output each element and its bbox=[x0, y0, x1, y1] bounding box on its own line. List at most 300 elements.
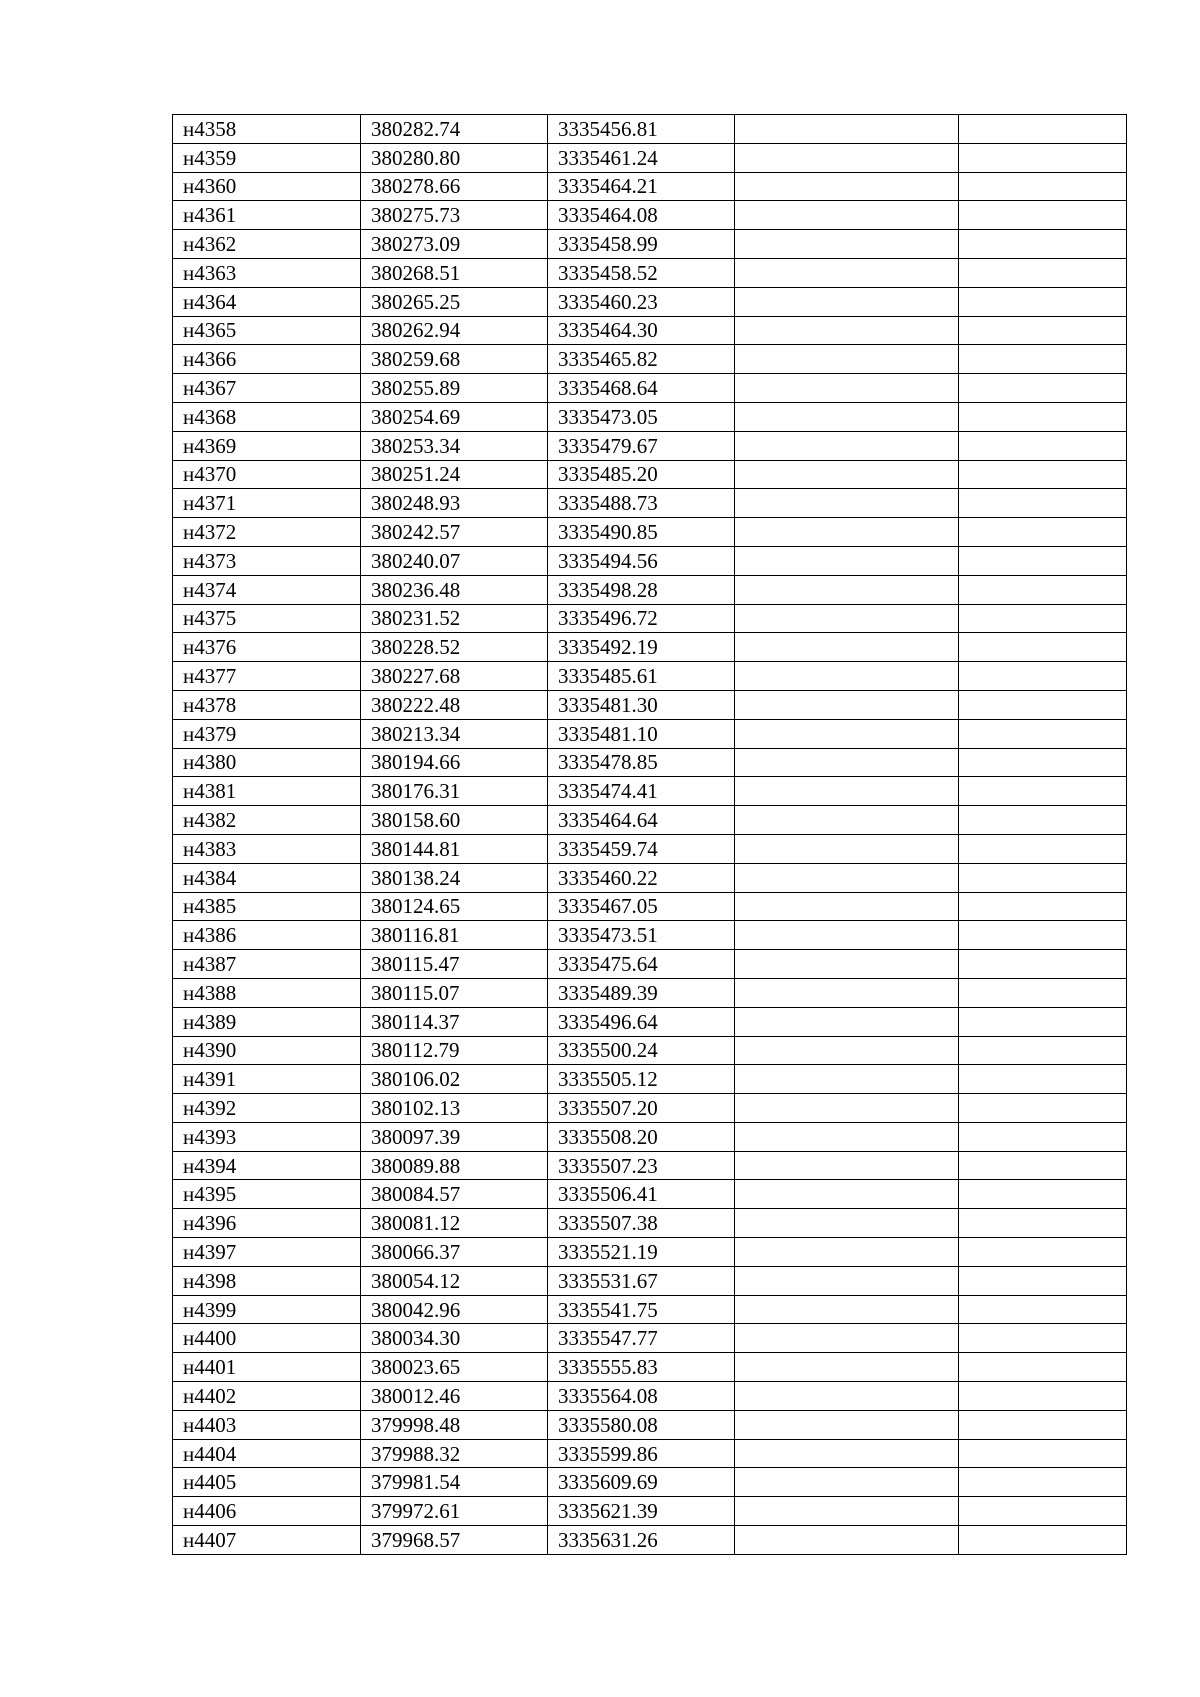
x-coordinate-cell: 380115.07 bbox=[361, 978, 548, 1007]
empty-cell-4 bbox=[735, 863, 959, 892]
empty-cell-4 bbox=[735, 1324, 959, 1353]
point-id-cell: н4394 bbox=[173, 1151, 361, 1180]
empty-cell-4 bbox=[735, 834, 959, 863]
empty-cell-4 bbox=[735, 690, 959, 719]
table-row bbox=[173, 604, 1127, 633]
point-id-cell: н4369 bbox=[173, 431, 361, 460]
point-id-cell: н4397 bbox=[173, 1238, 361, 1267]
point-id-cell: н4402 bbox=[173, 1382, 361, 1411]
empty-cell-4 bbox=[735, 546, 959, 575]
table-row bbox=[173, 230, 1127, 259]
point-id-cell: н4362 bbox=[173, 230, 361, 259]
point-id-cell: н4383 bbox=[173, 834, 361, 863]
empty-cell-4 bbox=[735, 402, 959, 431]
empty-cell-5 bbox=[959, 1122, 1127, 1151]
y-coordinate-cell: 3335485.61 bbox=[548, 662, 735, 691]
empty-cell-5 bbox=[959, 172, 1127, 201]
y-coordinate-cell: 3335505.12 bbox=[548, 1065, 735, 1094]
table-row bbox=[173, 863, 1127, 892]
point-id-cell: н4380 bbox=[173, 748, 361, 777]
table-row bbox=[173, 1036, 1127, 1065]
empty-cell-4 bbox=[735, 287, 959, 316]
x-coordinate-cell: 380265.25 bbox=[361, 287, 548, 316]
empty-cell-5 bbox=[959, 489, 1127, 518]
x-coordinate-cell: 380102.13 bbox=[361, 1094, 548, 1123]
x-coordinate-cell: 380097.39 bbox=[361, 1122, 548, 1151]
empty-cell-5 bbox=[959, 806, 1127, 835]
empty-cell-4 bbox=[735, 777, 959, 806]
empty-cell-4 bbox=[735, 1526, 959, 1555]
point-id-cell: н4366 bbox=[173, 345, 361, 374]
x-coordinate-cell: 380248.93 bbox=[361, 489, 548, 518]
empty-cell-5 bbox=[959, 1007, 1127, 1036]
empty-cell-4 bbox=[735, 950, 959, 979]
x-coordinate-cell: 380213.34 bbox=[361, 719, 548, 748]
empty-cell-4 bbox=[735, 604, 959, 633]
y-coordinate-cell: 3335458.99 bbox=[548, 230, 735, 259]
x-coordinate-cell: 380236.48 bbox=[361, 575, 548, 604]
empty-cell-5 bbox=[959, 258, 1127, 287]
empty-cell-4 bbox=[735, 1151, 959, 1180]
x-coordinate-cell: 380012.46 bbox=[361, 1382, 548, 1411]
table-row bbox=[173, 402, 1127, 431]
y-coordinate-cell: 3335496.64 bbox=[548, 1007, 735, 1036]
point-id-cell: н4406 bbox=[173, 1497, 361, 1526]
y-coordinate-cell: 3335479.67 bbox=[548, 431, 735, 460]
empty-cell-4 bbox=[735, 1180, 959, 1209]
table-row bbox=[173, 287, 1127, 316]
y-coordinate-cell: 3335475.64 bbox=[548, 950, 735, 979]
table-row bbox=[173, 1439, 1127, 1468]
x-coordinate-cell: 380240.07 bbox=[361, 546, 548, 575]
table-row bbox=[173, 1410, 1127, 1439]
empty-cell-5 bbox=[959, 1238, 1127, 1267]
empty-cell-5 bbox=[959, 892, 1127, 921]
x-coordinate-cell: 380144.81 bbox=[361, 834, 548, 863]
x-coordinate-cell: 380084.57 bbox=[361, 1180, 548, 1209]
empty-cell-5 bbox=[959, 460, 1127, 489]
table-row bbox=[173, 1151, 1127, 1180]
x-coordinate-cell: 380054.12 bbox=[361, 1266, 548, 1295]
empty-cell-4 bbox=[735, 1439, 959, 1468]
x-coordinate-cell: 380278.66 bbox=[361, 172, 548, 201]
x-coordinate-cell: 380253.34 bbox=[361, 431, 548, 460]
empty-cell-4 bbox=[735, 1266, 959, 1295]
empty-cell-5 bbox=[959, 633, 1127, 662]
empty-cell-5 bbox=[959, 115, 1127, 144]
empty-cell-4 bbox=[735, 1238, 959, 1267]
table-row bbox=[173, 1180, 1127, 1209]
point-id-cell: н4403 bbox=[173, 1410, 361, 1439]
table-row bbox=[173, 1468, 1127, 1497]
empty-cell-4 bbox=[735, 345, 959, 374]
x-coordinate-cell: 380259.68 bbox=[361, 345, 548, 374]
empty-cell-4 bbox=[735, 921, 959, 950]
point-id-cell: н4384 bbox=[173, 863, 361, 892]
x-coordinate-cell: 380138.24 bbox=[361, 863, 548, 892]
y-coordinate-cell: 3335507.23 bbox=[548, 1151, 735, 1180]
table-row bbox=[173, 201, 1127, 230]
y-coordinate-cell: 3335467.05 bbox=[548, 892, 735, 921]
x-coordinate-cell: 380222.48 bbox=[361, 690, 548, 719]
point-id-cell: н4392 bbox=[173, 1094, 361, 1123]
table-row bbox=[173, 748, 1127, 777]
point-id-cell: н4399 bbox=[173, 1295, 361, 1324]
table-row bbox=[173, 345, 1127, 374]
table-row bbox=[173, 834, 1127, 863]
empty-cell-4 bbox=[735, 1122, 959, 1151]
y-coordinate-cell: 3335456.81 bbox=[548, 115, 735, 144]
empty-cell-4 bbox=[735, 662, 959, 691]
empty-cell-5 bbox=[959, 978, 1127, 1007]
empty-cell-4 bbox=[735, 115, 959, 144]
empty-cell-4 bbox=[735, 172, 959, 201]
table-row bbox=[173, 258, 1127, 287]
y-coordinate-cell: 3335494.56 bbox=[548, 546, 735, 575]
empty-cell-5 bbox=[959, 1065, 1127, 1094]
empty-cell-5 bbox=[959, 575, 1127, 604]
y-coordinate-cell: 3335464.64 bbox=[548, 806, 735, 835]
empty-cell-4 bbox=[735, 1382, 959, 1411]
point-id-cell: н4386 bbox=[173, 921, 361, 950]
y-coordinate-cell: 3335609.69 bbox=[548, 1468, 735, 1497]
point-id-cell: н4389 bbox=[173, 1007, 361, 1036]
y-coordinate-cell: 3335521.19 bbox=[548, 1238, 735, 1267]
empty-cell-5 bbox=[959, 921, 1127, 950]
y-coordinate-cell: 3335507.38 bbox=[548, 1209, 735, 1238]
point-id-cell: н4385 bbox=[173, 892, 361, 921]
empty-cell-5 bbox=[959, 402, 1127, 431]
y-coordinate-cell: 3335473.05 bbox=[548, 402, 735, 431]
point-id-cell: н4359 bbox=[173, 143, 361, 172]
point-id-cell: н4374 bbox=[173, 575, 361, 604]
point-id-cell: н4390 bbox=[173, 1036, 361, 1065]
y-coordinate-cell: 3335599.86 bbox=[548, 1439, 735, 1468]
point-id-cell: н4378 bbox=[173, 690, 361, 719]
table-row bbox=[173, 460, 1127, 489]
point-id-cell: н4376 bbox=[173, 633, 361, 662]
point-id-cell: н4407 bbox=[173, 1526, 361, 1555]
empty-cell-4 bbox=[735, 719, 959, 748]
table-row bbox=[173, 172, 1127, 201]
table-row bbox=[173, 1209, 1127, 1238]
table-row bbox=[173, 1353, 1127, 1382]
empty-cell-5 bbox=[959, 950, 1127, 979]
y-coordinate-cell: 3335465.82 bbox=[548, 345, 735, 374]
x-coordinate-cell: 380116.81 bbox=[361, 921, 548, 950]
empty-cell-4 bbox=[735, 518, 959, 547]
y-coordinate-cell: 3335481.30 bbox=[548, 690, 735, 719]
empty-cell-5 bbox=[959, 1353, 1127, 1382]
point-id-cell: н4358 bbox=[173, 115, 361, 144]
empty-cell-4 bbox=[735, 143, 959, 172]
point-id-cell: н4400 bbox=[173, 1324, 361, 1353]
x-coordinate-cell: 380115.47 bbox=[361, 950, 548, 979]
x-coordinate-cell: 380158.60 bbox=[361, 806, 548, 835]
empty-cell-5 bbox=[959, 1468, 1127, 1497]
x-coordinate-cell: 380081.12 bbox=[361, 1209, 548, 1238]
y-coordinate-cell: 3335464.30 bbox=[548, 316, 735, 345]
x-coordinate-cell: 380194.66 bbox=[361, 748, 548, 777]
empty-cell-4 bbox=[735, 978, 959, 1007]
empty-cell-5 bbox=[959, 1266, 1127, 1295]
empty-cell-5 bbox=[959, 1497, 1127, 1526]
empty-cell-5 bbox=[959, 662, 1127, 691]
x-coordinate-cell: 380227.68 bbox=[361, 662, 548, 691]
x-coordinate-cell: 379981.54 bbox=[361, 1468, 548, 1497]
empty-cell-5 bbox=[959, 1209, 1127, 1238]
table-row bbox=[173, 316, 1127, 345]
empty-cell-4 bbox=[735, 489, 959, 518]
table-row bbox=[173, 978, 1127, 1007]
point-id-cell: н4396 bbox=[173, 1209, 361, 1238]
empty-cell-4 bbox=[735, 1353, 959, 1382]
y-coordinate-cell: 3335468.64 bbox=[548, 374, 735, 403]
empty-cell-4 bbox=[735, 258, 959, 287]
empty-cell-4 bbox=[735, 748, 959, 777]
table-row bbox=[173, 1266, 1127, 1295]
table-row bbox=[173, 1007, 1127, 1036]
point-id-cell: н4372 bbox=[173, 518, 361, 547]
table-row bbox=[173, 1382, 1127, 1411]
empty-cell-4 bbox=[735, 1295, 959, 1324]
table-row bbox=[173, 546, 1127, 575]
x-coordinate-cell: 380034.30 bbox=[361, 1324, 548, 1353]
x-coordinate-cell: 380042.96 bbox=[361, 1295, 548, 1324]
table-row bbox=[173, 921, 1127, 950]
point-id-cell: н4375 bbox=[173, 604, 361, 633]
y-coordinate-cell: 3335464.08 bbox=[548, 201, 735, 230]
point-id-cell: н4379 bbox=[173, 719, 361, 748]
empty-cell-4 bbox=[735, 431, 959, 460]
empty-cell-5 bbox=[959, 1324, 1127, 1353]
table-row bbox=[173, 1094, 1127, 1123]
point-id-cell: н4364 bbox=[173, 287, 361, 316]
x-coordinate-cell: 380023.65 bbox=[361, 1353, 548, 1382]
empty-cell-4 bbox=[735, 201, 959, 230]
empty-cell-4 bbox=[735, 633, 959, 662]
y-coordinate-cell: 3335460.23 bbox=[548, 287, 735, 316]
y-coordinate-cell: 3335547.77 bbox=[548, 1324, 735, 1353]
empty-cell-4 bbox=[735, 230, 959, 259]
y-coordinate-cell: 3335464.21 bbox=[548, 172, 735, 201]
empty-cell-5 bbox=[959, 518, 1127, 547]
x-coordinate-cell: 380231.52 bbox=[361, 604, 548, 633]
point-id-cell: н4404 bbox=[173, 1439, 361, 1468]
coordinates-table-body bbox=[173, 115, 1127, 1555]
empty-cell-5 bbox=[959, 719, 1127, 748]
x-coordinate-cell: 380228.52 bbox=[361, 633, 548, 662]
empty-cell-5 bbox=[959, 1526, 1127, 1555]
y-coordinate-cell: 3335481.10 bbox=[548, 719, 735, 748]
empty-cell-5 bbox=[959, 230, 1127, 259]
table-row bbox=[173, 719, 1127, 748]
y-coordinate-cell: 3335621.39 bbox=[548, 1497, 735, 1526]
empty-cell-4 bbox=[735, 1497, 959, 1526]
x-coordinate-cell: 380273.09 bbox=[361, 230, 548, 259]
y-coordinate-cell: 3335541.75 bbox=[548, 1295, 735, 1324]
point-id-cell: н4368 bbox=[173, 402, 361, 431]
empty-cell-5 bbox=[959, 777, 1127, 806]
point-id-cell: н4367 bbox=[173, 374, 361, 403]
point-id-cell: н4370 bbox=[173, 460, 361, 489]
empty-cell-5 bbox=[959, 690, 1127, 719]
table-row bbox=[173, 633, 1127, 662]
empty-cell-5 bbox=[959, 748, 1127, 777]
y-coordinate-cell: 3335500.24 bbox=[548, 1036, 735, 1065]
empty-cell-5 bbox=[959, 1180, 1127, 1209]
empty-cell-5 bbox=[959, 1094, 1127, 1123]
y-coordinate-cell: 3335580.08 bbox=[548, 1410, 735, 1439]
x-coordinate-cell: 379998.48 bbox=[361, 1410, 548, 1439]
x-coordinate-cell: 380268.51 bbox=[361, 258, 548, 287]
y-coordinate-cell: 3335478.85 bbox=[548, 748, 735, 777]
table-row bbox=[173, 690, 1127, 719]
table-row bbox=[173, 518, 1127, 547]
table-row bbox=[173, 1324, 1127, 1353]
point-id-cell: н4393 bbox=[173, 1122, 361, 1151]
x-coordinate-cell: 380124.65 bbox=[361, 892, 548, 921]
empty-cell-4 bbox=[735, 1094, 959, 1123]
x-coordinate-cell: 380254.69 bbox=[361, 402, 548, 431]
point-id-cell: н4405 bbox=[173, 1468, 361, 1497]
y-coordinate-cell: 3335488.73 bbox=[548, 489, 735, 518]
point-id-cell: н4382 bbox=[173, 806, 361, 835]
x-coordinate-cell: 380242.57 bbox=[361, 518, 548, 547]
empty-cell-5 bbox=[959, 1439, 1127, 1468]
x-coordinate-cell: 380251.24 bbox=[361, 460, 548, 489]
y-coordinate-cell: 3335507.20 bbox=[548, 1094, 735, 1123]
y-coordinate-cell: 3335498.28 bbox=[548, 575, 735, 604]
point-id-cell: н4398 bbox=[173, 1266, 361, 1295]
coordinates-table bbox=[172, 114, 1127, 1555]
y-coordinate-cell: 3335564.08 bbox=[548, 1382, 735, 1411]
empty-cell-5 bbox=[959, 431, 1127, 460]
y-coordinate-cell: 3335490.85 bbox=[548, 518, 735, 547]
y-coordinate-cell: 3335496.72 bbox=[548, 604, 735, 633]
table-row bbox=[173, 115, 1127, 144]
empty-cell-4 bbox=[735, 575, 959, 604]
empty-cell-4 bbox=[735, 374, 959, 403]
table-row bbox=[173, 143, 1127, 172]
x-coordinate-cell: 380176.31 bbox=[361, 777, 548, 806]
point-id-cell: н4381 bbox=[173, 777, 361, 806]
empty-cell-5 bbox=[959, 143, 1127, 172]
table-row bbox=[173, 431, 1127, 460]
empty-cell-4 bbox=[735, 1209, 959, 1238]
empty-cell-5 bbox=[959, 863, 1127, 892]
x-coordinate-cell: 380255.89 bbox=[361, 374, 548, 403]
point-id-cell: н4371 bbox=[173, 489, 361, 518]
y-coordinate-cell: 3335492.19 bbox=[548, 633, 735, 662]
table-row bbox=[173, 777, 1127, 806]
point-id-cell: н4377 bbox=[173, 662, 361, 691]
point-id-cell: н4395 bbox=[173, 1180, 361, 1209]
table-row bbox=[173, 1238, 1127, 1267]
table-row bbox=[173, 374, 1127, 403]
y-coordinate-cell: 3335459.74 bbox=[548, 834, 735, 863]
empty-cell-5 bbox=[959, 374, 1127, 403]
x-coordinate-cell: 380280.80 bbox=[361, 143, 548, 172]
point-id-cell: н4373 bbox=[173, 546, 361, 575]
empty-cell-4 bbox=[735, 460, 959, 489]
x-coordinate-cell: 380112.79 bbox=[361, 1036, 548, 1065]
empty-cell-5 bbox=[959, 834, 1127, 863]
y-coordinate-cell: 3335485.20 bbox=[548, 460, 735, 489]
empty-cell-4 bbox=[735, 1410, 959, 1439]
table-row bbox=[173, 950, 1127, 979]
y-coordinate-cell: 3335508.20 bbox=[548, 1122, 735, 1151]
empty-cell-4 bbox=[735, 892, 959, 921]
y-coordinate-cell: 3335631.26 bbox=[548, 1526, 735, 1555]
y-coordinate-cell: 3335461.24 bbox=[548, 143, 735, 172]
empty-cell-5 bbox=[959, 604, 1127, 633]
x-coordinate-cell: 380066.37 bbox=[361, 1238, 548, 1267]
point-id-cell: н4387 bbox=[173, 950, 361, 979]
empty-cell-4 bbox=[735, 1007, 959, 1036]
table-row bbox=[173, 1526, 1127, 1555]
table-row bbox=[173, 1497, 1127, 1526]
empty-cell-4 bbox=[735, 1036, 959, 1065]
empty-cell-5 bbox=[959, 1151, 1127, 1180]
empty-cell-5 bbox=[959, 287, 1127, 316]
x-coordinate-cell: 380114.37 bbox=[361, 1007, 548, 1036]
empty-cell-5 bbox=[959, 201, 1127, 230]
y-coordinate-cell: 3335458.52 bbox=[548, 258, 735, 287]
empty-cell-5 bbox=[959, 1295, 1127, 1324]
x-coordinate-cell: 379988.32 bbox=[361, 1439, 548, 1468]
x-coordinate-cell: 380282.74 bbox=[361, 115, 548, 144]
table-row bbox=[173, 575, 1127, 604]
y-coordinate-cell: 3335474.41 bbox=[548, 777, 735, 806]
empty-cell-5 bbox=[959, 1410, 1127, 1439]
empty-cell-4 bbox=[735, 316, 959, 345]
y-coordinate-cell: 3335460.22 bbox=[548, 863, 735, 892]
table-row bbox=[173, 1065, 1127, 1094]
empty-cell-5 bbox=[959, 316, 1127, 345]
empty-cell-5 bbox=[959, 345, 1127, 374]
point-id-cell: н4360 bbox=[173, 172, 361, 201]
point-id-cell: н4401 bbox=[173, 1353, 361, 1382]
empty-cell-5 bbox=[959, 546, 1127, 575]
empty-cell-4 bbox=[735, 1468, 959, 1497]
x-coordinate-cell: 379968.57 bbox=[361, 1526, 548, 1555]
table-row bbox=[173, 1295, 1127, 1324]
empty-cell-4 bbox=[735, 1065, 959, 1094]
point-id-cell: н4388 bbox=[173, 978, 361, 1007]
table-row bbox=[173, 1122, 1127, 1151]
x-coordinate-cell: 380275.73 bbox=[361, 201, 548, 230]
y-coordinate-cell: 3335555.83 bbox=[548, 1353, 735, 1382]
x-coordinate-cell: 380089.88 bbox=[361, 1151, 548, 1180]
y-coordinate-cell: 3335506.41 bbox=[548, 1180, 735, 1209]
table-row bbox=[173, 489, 1127, 518]
point-id-cell: н4391 bbox=[173, 1065, 361, 1094]
empty-cell-5 bbox=[959, 1036, 1127, 1065]
table-row bbox=[173, 806, 1127, 835]
empty-cell-4 bbox=[735, 806, 959, 835]
table-row bbox=[173, 892, 1127, 921]
point-id-cell: н4361 bbox=[173, 201, 361, 230]
point-id-cell: н4365 bbox=[173, 316, 361, 345]
empty-cell-5 bbox=[959, 1382, 1127, 1411]
y-coordinate-cell: 3335473.51 bbox=[548, 921, 735, 950]
x-coordinate-cell: 380106.02 bbox=[361, 1065, 548, 1094]
y-coordinate-cell: 3335531.67 bbox=[548, 1266, 735, 1295]
table-row bbox=[173, 662, 1127, 691]
point-id-cell: н4363 bbox=[173, 258, 361, 287]
x-coordinate-cell: 379972.61 bbox=[361, 1497, 548, 1526]
